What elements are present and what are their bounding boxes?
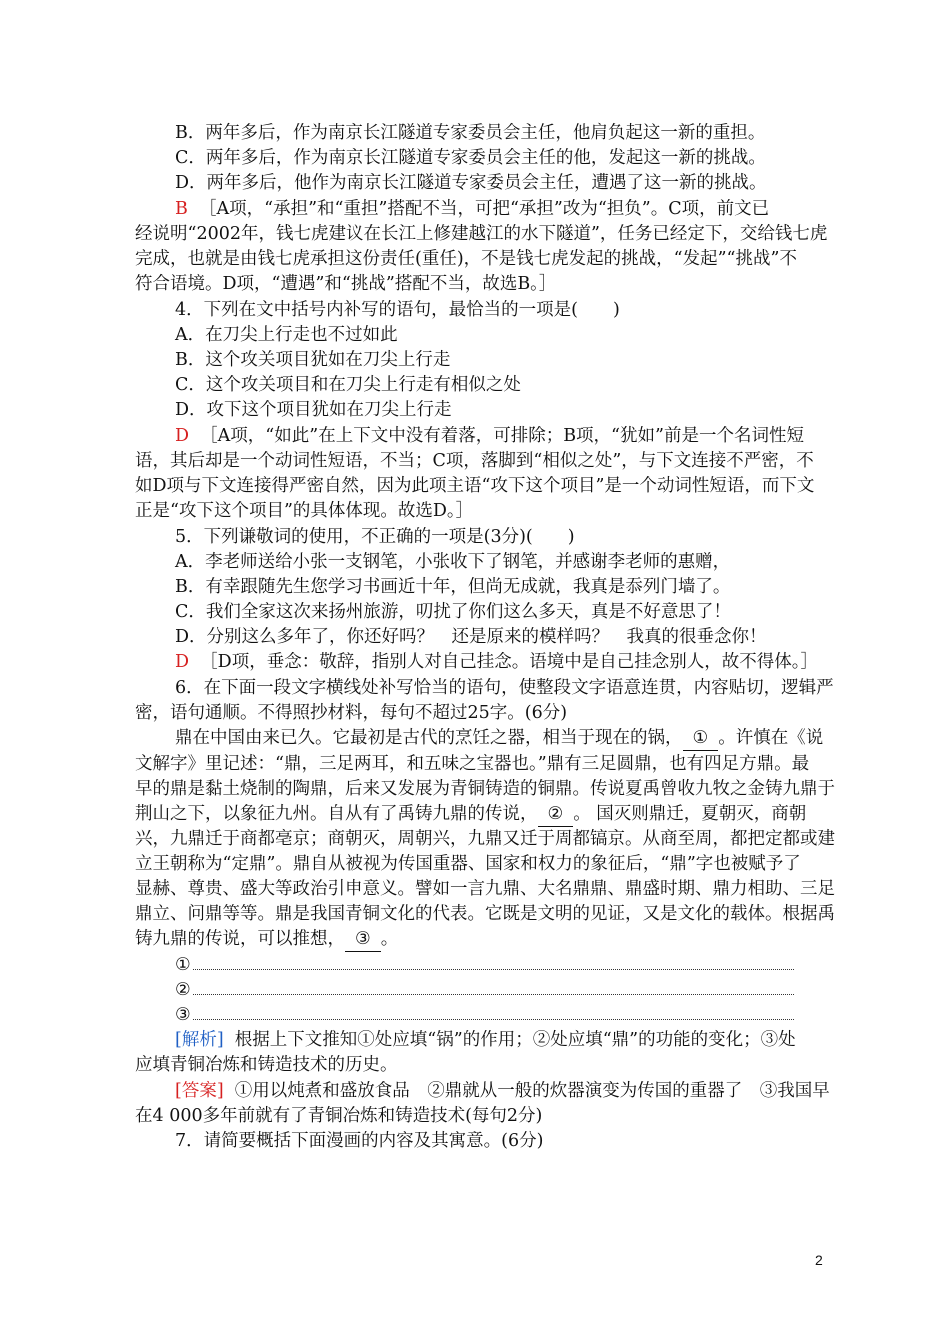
q3-option-d: D．两年多后，他作为南京长江隧道专家委员会主任，遭遇了这一新的挑战。: [175, 173, 767, 193]
q4-answer-letter: D: [175, 426, 190, 446]
q5-answer-line: [175, 650, 818, 674]
q6-answer-1: ①用以炖煮和盛放食品 ②鼎就从一般的炊器演变为传国的重器了 ③我国早: [234, 1081, 830, 1101]
q3-explanation-1: ［A项，“承担”和“重担”搭配不当，可把“承担”改为“担负”。C项，前文已: [199, 199, 770, 219]
q5-answer-letter: D: [175, 652, 190, 672]
q5-option-b: B．有幸跟随先生您学习书画近十年，但尚无成就，我真是忝列门墙了。: [175, 577, 731, 597]
q6-analysis-2: 应填青铜冶炼和铸造技术的历史。: [135, 1055, 398, 1075]
q6-passage-line-7: 显赫、尊贵、盛大等政治引申意义。譬如一言九鼎、大名鼎鼎、鼎盛时期、鼎力相助、三足: [135, 879, 835, 899]
q5-option-c: C．我们全家这次来扬州旅游，叨扰了你们这么多天，真是不好意思了！: [175, 602, 731, 622]
q6-passage-text: 鼎在中国由来已久。它最初是古代的烹饪之器，相当于现在的锅，: [175, 728, 683, 748]
page-number: 2: [815, 1252, 823, 1268]
q5-option-a: A．李老师送给小张一支钢笔，小张收下了钢笔，并感谢李老师的惠赠，: [175, 552, 731, 572]
answer-label: [答案]: [175, 1081, 224, 1101]
q4-answer-line-1: [175, 424, 804, 448]
answer-line-1[interactable]: [193, 969, 794, 970]
q3-explanation-2: 经说明“2002年，钱七虎建议在长江上修建越江的水下隧道”，任务已经定下，交给钱七虎: [135, 224, 828, 244]
answer-line-label-2: ②: [175, 980, 191, 1000]
q4-explanation-1: ［A项，“如此”在上下文中没有着落，可排除；B项，“犹如”前是一个名词性短: [200, 426, 804, 446]
q6-blank-2: ②: [538, 802, 574, 827]
q6-passage-text: 。 国灭则鼎迁，夏朝灭，商朝: [573, 804, 807, 824]
q4-option-c: C．这个攻关项目和在刀尖上行走有相似之处: [175, 375, 521, 395]
q6-answer-line-1: [175, 1079, 830, 1103]
q3-answer-line-1: [175, 197, 769, 221]
q4-stem: 4．下列在文中括号内补写的语句，最恰当的一项是( ): [175, 300, 620, 320]
q4-option-a: A．在刀尖上行走也不过如此: [175, 325, 398, 345]
answer-line-2[interactable]: [193, 994, 794, 995]
q6-stem-2: 密，语句通顺。不得照抄材料，每句不超过25字。(6分): [135, 703, 568, 723]
q6-stem-1: 6．在下面一段文字横线处补写恰当的语句，使整段文字语意连贯，内容贴切，逻辑严: [175, 678, 834, 698]
analysis-label: [解析]: [175, 1030, 224, 1050]
q6-passage-line-6: 立王朝称为“定鼎”。鼎自从被视为传国重器、国家和权力的象征后，“鼎”字也被赋予了: [135, 854, 801, 874]
q3-option-b: B．两年多后，作为南京长江隧道专家委员会主任，他肩负起这一新的重担。: [175, 123, 766, 143]
q6-passage-line-1: [175, 726, 823, 751]
q7-stem: 7．请简要概括下面漫画的内容及其寓意。(6分): [175, 1131, 544, 1151]
q6-blank-1: ①: [683, 726, 719, 751]
q6-passage-text: 。许慎在《说: [718, 728, 824, 748]
q6-answer-2: 在4 000多年前就有了青铜冶炼和铸造技术(每句2分): [135, 1106, 543, 1126]
answer-line-3[interactable]: [193, 1019, 794, 1020]
q6-passage-line-9: [135, 927, 398, 952]
q6-analysis-1: 根据上下文推知①处应填“锅”的作用；②处应填“鼎”的功能的变化；③处: [234, 1030, 796, 1050]
q6-passage-text: 荆山之下，以象征九州。自从有了禹铸九鼎的传说，: [135, 804, 538, 824]
q3-explanation-4: 符合语境。D项，“遭遇”和“挑战”搭配不当，故选B。］: [135, 274, 557, 294]
q6-blank-3: ③: [345, 927, 381, 952]
q5-option-d: D．分别这么多年了，你还好吗？ 还是原来的模样吗？ 我真的很垂念你！: [175, 627, 767, 647]
q6-passage-line-2: 文解字》里记述：“鼎，三足两耳，和五味之宝器也。”鼎有三足圆鼎，也有四足方鼎。最: [135, 754, 810, 774]
q3-option-c: C．两年多后，作为南京长江隧道专家委员会主任的他，发起这一新的挑战。: [175, 148, 766, 168]
q6-passage-line-5: 兴，九鼎迁于商都亳京；商朝灭，周朝兴，九鼎又迁于周都镐京。从商至周，都把定都或建: [135, 829, 835, 849]
q6-passage-text: 铸九鼎的传说，可以推想，: [135, 929, 345, 949]
q4-explanation-4: 正是“攻下这个项目”的具体体现。故选D。］: [135, 501, 474, 521]
q6-analysis-line-1: [175, 1028, 796, 1052]
q6-passage-text: 。: [380, 929, 399, 949]
q4-option-d: D．攻下这个项目犹如在刀尖上行走: [175, 400, 452, 420]
q6-passage-line-4: [135, 802, 806, 827]
q5-stem: 5．下列谦敬词的使用，不正确的一项是(3分)( ): [175, 527, 575, 547]
q6-passage-line-3: 早的鼎是黏土烧制的陶鼎，后来又发展为青铜铸造的铜鼎。传说夏禹曾收九牧之金铸九鼎于: [135, 779, 835, 799]
q3-explanation-3: 完成，也就是由钱七虎承担这份责任(重任)，不是钱七虎发起的挑战，“发起”“挑战”不: [135, 249, 797, 269]
q5-explanation: ［D项，垂念：敬辞，指别人对自己挂念。语境中是自己挂念别人，故不得体。］: [200, 652, 818, 672]
answer-line-label-1: ①: [175, 955, 191, 975]
q4-explanation-3: 如D项与下文连接得严密自然，因为此项主语“攻下这个项目”是一个动词性短语，而下文: [135, 476, 815, 496]
q4-explanation-2: 语，其后却是一个动词性短语，不当；C项，落脚到“相似之处”，与下文连接不严密，不: [135, 451, 814, 471]
q3-answer-letter: B: [175, 199, 188, 219]
q4-option-b: B．这个攻关项目犹如在刀尖上行走: [175, 350, 451, 370]
answer-line-label-3: ③: [175, 1005, 191, 1025]
q6-passage-line-8: 鼎立、问鼎等等。鼎是我国青铜文化的代表。它既是文明的见证，又是文化的载体。根据禹: [135, 904, 835, 924]
